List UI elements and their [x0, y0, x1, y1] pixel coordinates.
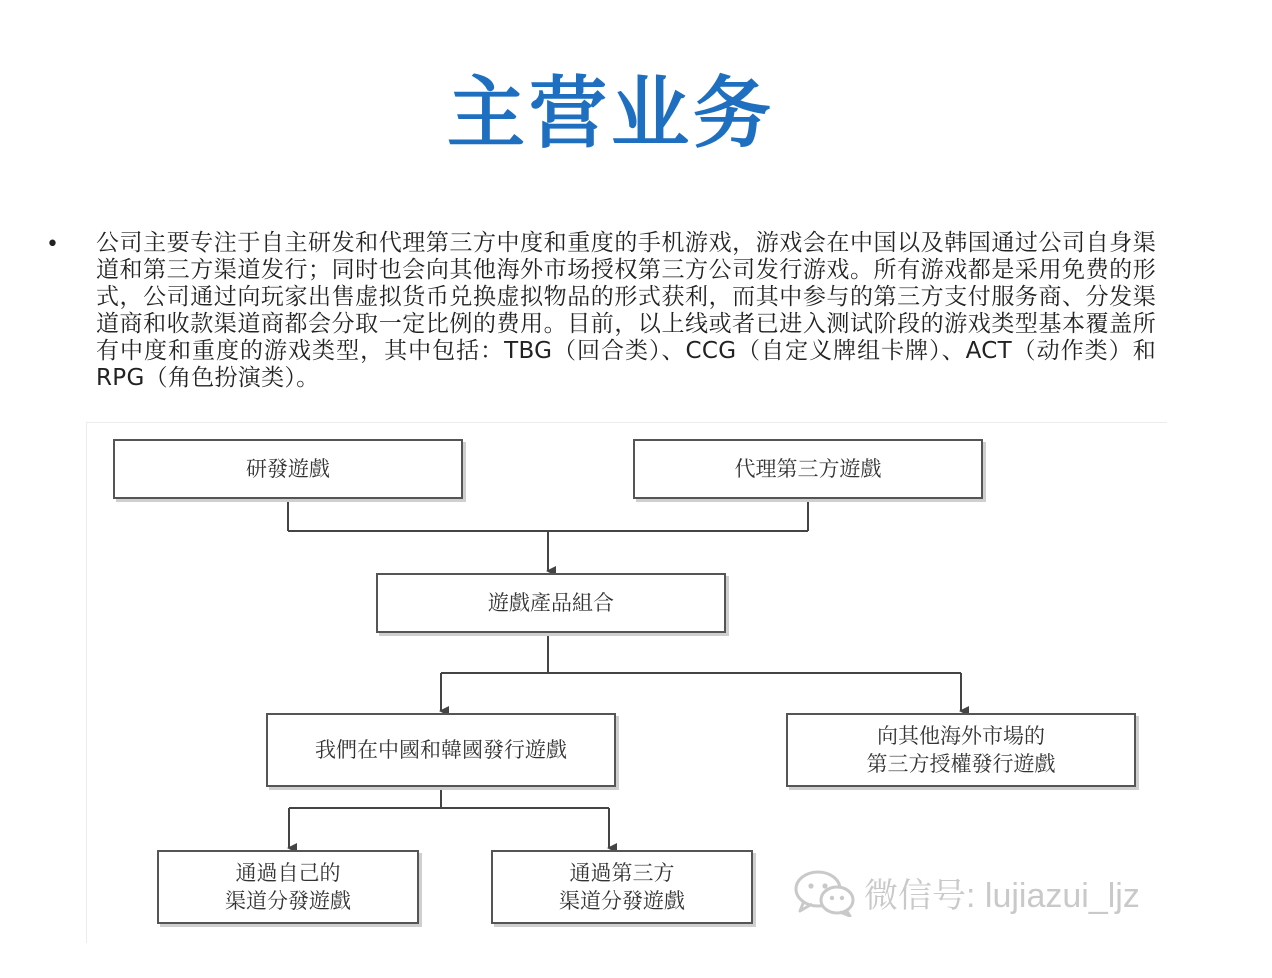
node-overseas-licensing: 向其他海外市場的 第三方授權發行遊戲	[786, 713, 1136, 787]
node-develop-games: 研發遊戲	[113, 439, 463, 499]
business-description: 公司主要专注于自主研发和代理第三方中度和重度的手机游戏，游戏会在中国以及韩国通过公司自身渠道和第三方渠道发行；同时也会向其他海外市场授权第三方公司发行游戏。所有游戏都是采用免费的形式，公司通过向玩家出售虚拟货币兑换虚拟物品的形式获利，而其中参与的第三方支付服务商、分发渠道商和收款渠道商都会分取一定比例的费用。目前，以上线或者已进入测试阶段的游戏类型基本覆盖所有中度和重度的游戏类型，其中包括：TBG（回合类）、CCG（自定义牌组卡牌）、ACT（动作类）和RPG（角色扮演类）。	[96, 230, 1156, 391]
node-own-channel-distribution: 通過自己的 渠道分發遊戲	[157, 850, 419, 924]
page-title: 主营业务	[446, 69, 775, 159]
node-game-portfolio: 遊戲產品組合	[376, 573, 726, 633]
flowchart	[86, 422, 1167, 943]
node-license-third-party-games: 代理第三方遊戲	[633, 439, 983, 499]
bullet-marker: •	[46, 232, 59, 257]
watermark	[794, 868, 1140, 917]
watermark-text: 微信号: lujiazui_ljz	[864, 877, 1140, 915]
node-third-party-channel-distribution: 通過第三方 渠道分發遊戲	[491, 850, 753, 924]
node-publish-china-korea: 我們在中國和韓國發行遊戲	[266, 713, 616, 787]
wechat-icon	[794, 869, 856, 917]
